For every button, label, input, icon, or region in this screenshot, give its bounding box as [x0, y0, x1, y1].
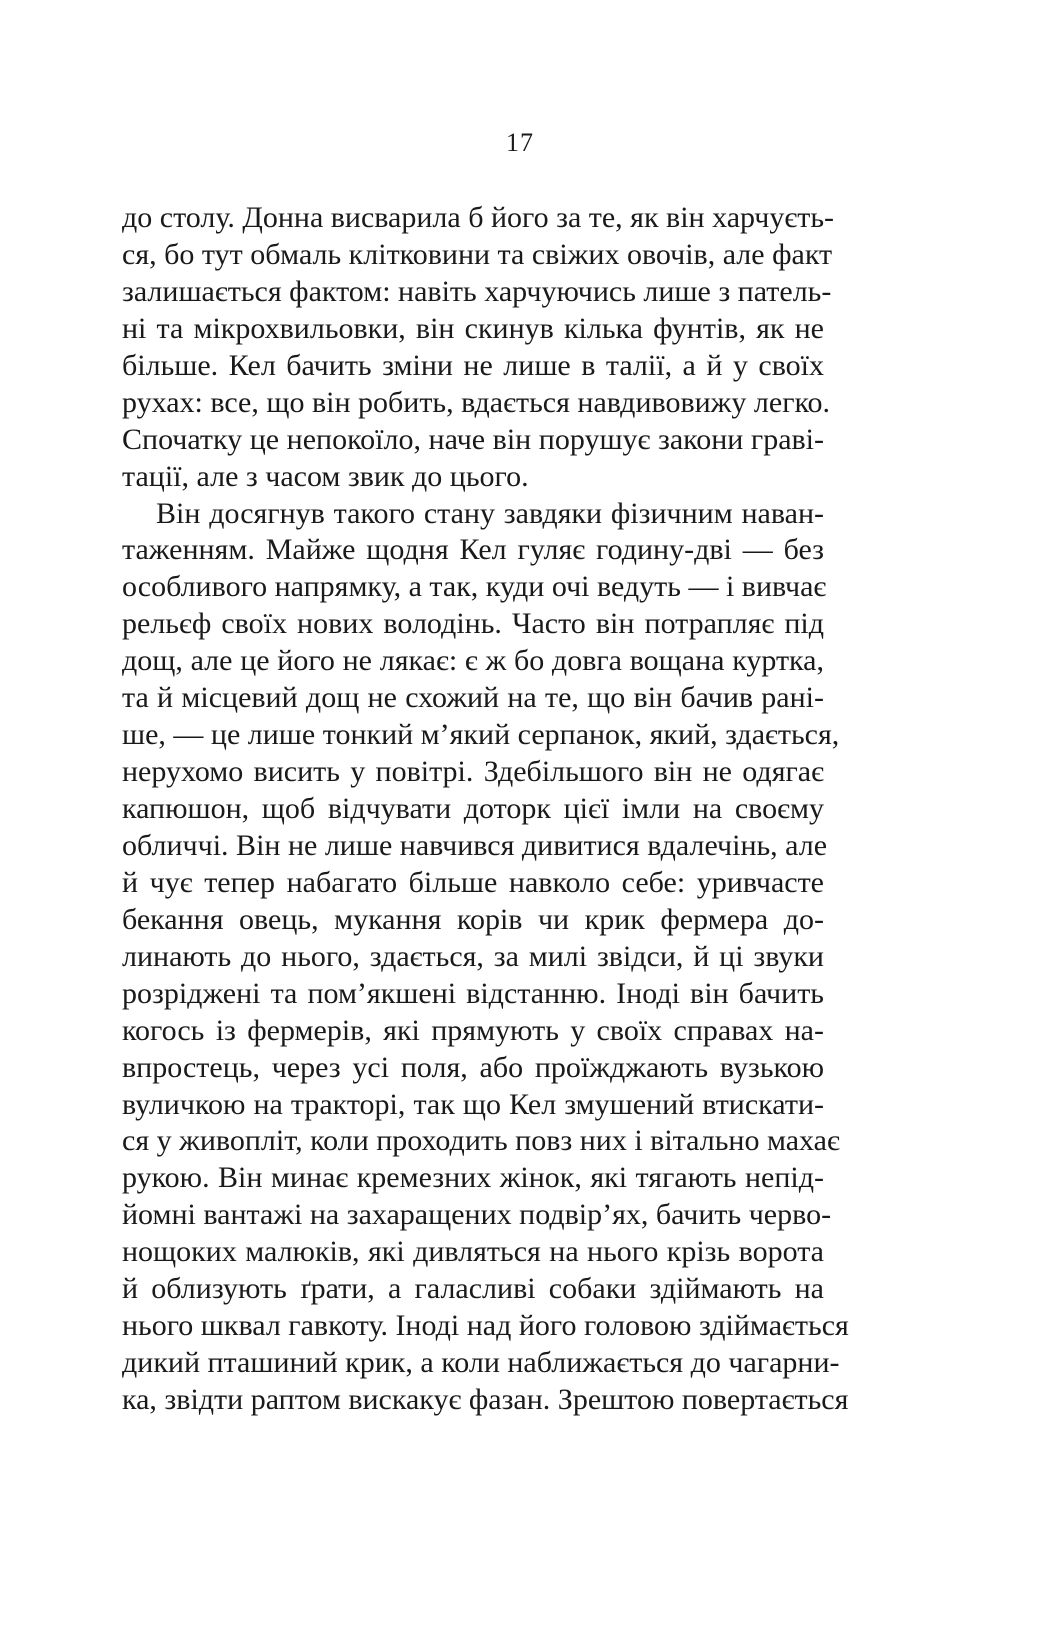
text-line: ка, звідти раптом вискакує фазан. Зрештою повертається [122, 1383, 849, 1416]
text-line: розріджені та пом’якшені відстанню. Іноді він бачить [122, 976, 824, 1010]
text-line: бекання овець, мукання корів чи крик фермера до- [122, 902, 824, 936]
text-line: тації, але з часом звик до цього. [122, 459, 529, 493]
text-line: ше, — це лише тонкий м’який серпанок, який, здається, [122, 718, 840, 752]
text-line: рельєф своїх нових володінь. Часто він потрапляє під [122, 607, 824, 641]
text-line: нощоких малюків, які дивляться на нього крізь ворота [122, 1235, 824, 1269]
text-line: та й місцевий дощ не схожий на те, що він бачив рані- [122, 681, 824, 715]
text-line: й облизують ґрати, а галасливі собаки здіймають на [122, 1272, 824, 1306]
text-line: залишається фактом: навіть харчуючись лише з патель- [122, 274, 832, 308]
text-line: ся, бо тут обмаль клітковини та свіжих овочів, але факт [122, 237, 833, 271]
body-text [122, 200, 849, 1419]
text-line: линають до нього, здається, за милі звідси, й ці звуки [122, 939, 824, 973]
text-line: когось із фермерів, які прямують у своїх справах на- [122, 1013, 824, 1047]
text-line: нерухомо висить у повітрі. Здебільшого він не одягає [122, 755, 824, 789]
text-line: таженням. Майже щодня Кел гуляє годину-дві — без [122, 533, 824, 567]
text-line: ні та мікрохвильовки, він скинув кілька фунтів, як не [122, 311, 824, 345]
text-line: особливого напрямку, а так, куди очі ведуть — і вивчає [122, 570, 827, 604]
text-line: ся у живопліт, коли проходить повз них і вітально махає [122, 1124, 840, 1158]
page-number: 17 [506, 128, 534, 157]
text-line: й чує тепер набагато більше навколо себе: уривчасте [122, 865, 824, 899]
text-line: дощ, але це його не лякає: є ж бо довга вощана куртка, [122, 644, 824, 678]
text-line: йомні вантажі на захаращених подвір’ях, бачить черво- [122, 1198, 832, 1232]
text-line: обличчі. Він не лише навчився дивитися вдалечінь, але [122, 828, 828, 862]
text-line: капюшон, щоб відчувати доторк цієї імли на своєму [122, 792, 824, 825]
text-line: більше. Кел бачить зміни не лише в талії, а й у своїх [122, 348, 824, 382]
text-line: рухах: все, що він робить, вдається навдивовижу легко. [122, 385, 831, 419]
text-line: рукою. Він минає кремезних жінок, які тягають непід- [122, 1161, 824, 1195]
text-line: Спочатку це непокоїло, наче він порушує закони граві- [122, 422, 824, 456]
text-line: Він досягнув такого стану завдяки фізичним наван- [156, 496, 824, 530]
text-line: дикий пташиний крик, а коли наближається до чагарни- [122, 1346, 840, 1380]
text-line: до столу. Донна висварила б його за те, як він харчуєть- [122, 201, 835, 234]
text-line: нього шквал гавкоту. Іноді над його головою здіймається [122, 1309, 849, 1343]
text-line: впростець, через усі поля, або проїжджають вузькою [122, 1050, 824, 1084]
text-line: вуличкою на тракторі, так що Кел змушений втискати- [122, 1087, 824, 1121]
